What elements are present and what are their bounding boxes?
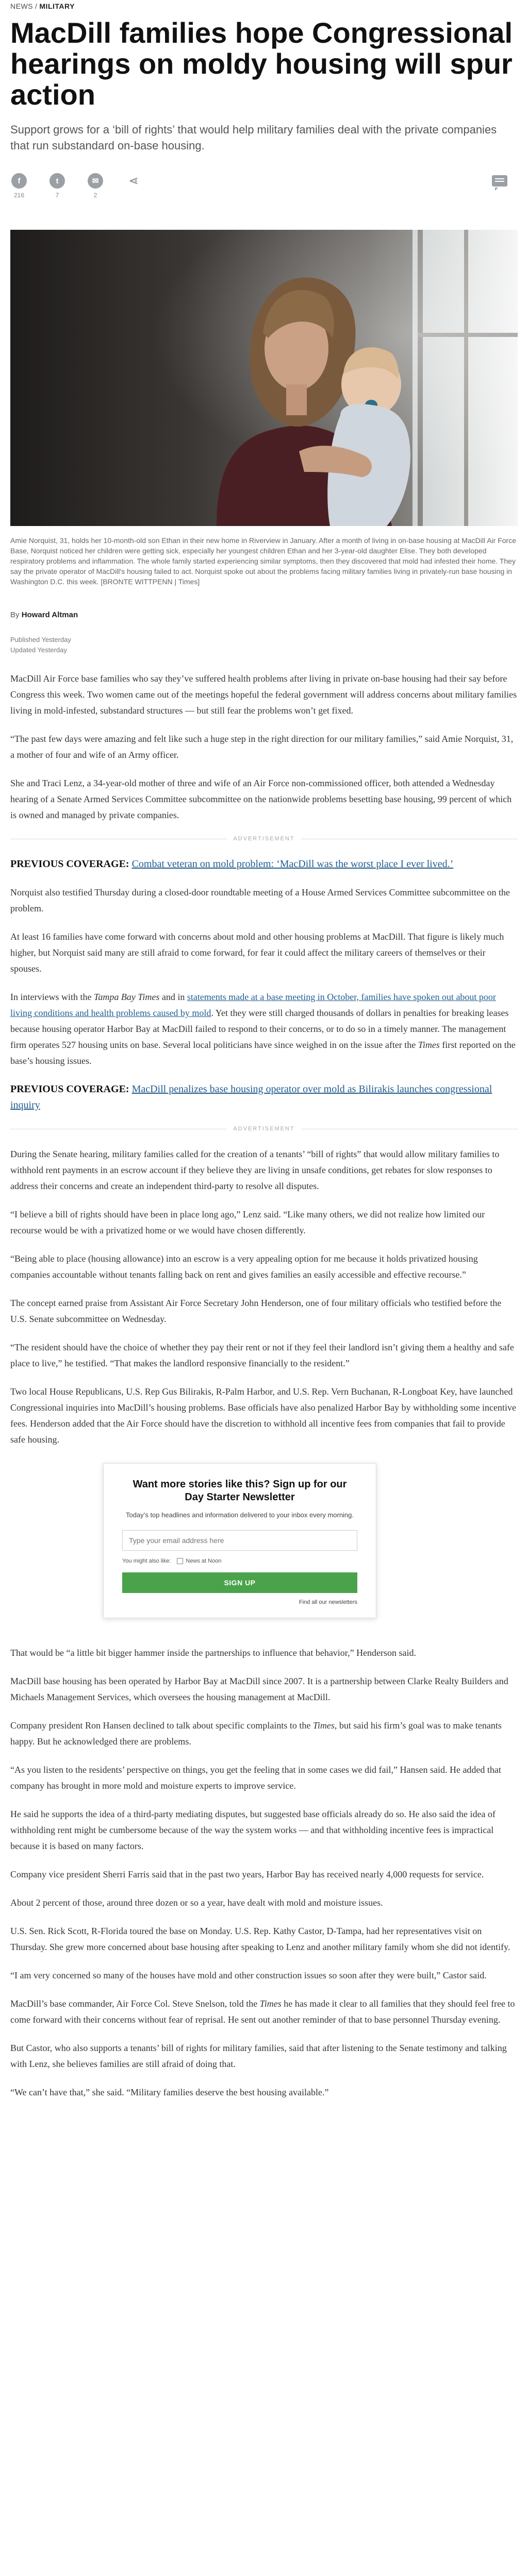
paragraph: Two local House Republicans, U.S. Rep Gus Bilirakis, R-Palm Harbor, and U.S. Rep. Vern Buchanan, R-Longboat Key, have launched Congressional inquiries into MacDill’s housing problems. Base officials have also penalized Harbor Bay by withholding some incentive fees. Henderson added that the Air Force should have the discretion to withhold all incentive fees from companies that fail to provide safe housing. [10, 1386, 516, 1445]
paragraph: U.S. Sen. Rick Scott, R-Florida toured the base on Monday. U.S. Rep. Kathy Castor, D-Tampa, had her representatives visit on Thursday. She grew more concerned about base housing after speaking to Lenz and another military family whom she did not identify. [10, 1926, 510, 1953]
updated-date: Updated Yesterday [10, 646, 67, 654]
byline [10, 611, 518, 619]
email-share-count: 2 [93, 192, 97, 199]
previous-coverage [10, 856, 518, 872]
paragraph: The concept earned praise from Assistant Air Force Secretary John Henderson, one of four military officials who testified before the U.S. Senate subcommittee on Wednesday. [10, 1298, 502, 1324]
share-bar [10, 173, 518, 199]
paragraph: But Castor, who also supports a tenants’ bill of rights for military families, said that after listening to the Senate testimony and talking with Lenz, she believes families are still afraid of doing that. [10, 2043, 507, 2070]
paragraph: “The resident should have the choice of whether they pay their rent or not if they feel their landlord isn’t giving them a healthy and safe place to live,” he testified. “That makes the landlord responsive financially to the resident.” [10, 1342, 514, 1368]
publication-name: Times [418, 1040, 440, 1050]
byline-prefix: By [10, 611, 20, 619]
checkbox-icon [177, 1558, 183, 1564]
previous-coverage-label: PREVIOUS COVERAGE: [10, 1083, 129, 1095]
paragraph: MacDill base housing has been operated by Harbor Bay at MacDill since 2007. It is a partnership between Clarke Realty Builders and Michaels Management Services, which oversees the housing management at MacDill. [10, 1676, 508, 1703]
previous-coverage-link[interactable]: MacDill penalizes base housing operator over mold as Bilirakis launches congressional inquiry [10, 1083, 492, 1111]
newsletter-also-like [122, 1558, 357, 1564]
more-share-button[interactable] [125, 173, 142, 199]
facebook-icon: f [11, 173, 27, 189]
twitter-icon: t [50, 173, 65, 189]
also-like-checkbox[interactable]: News at Noon [177, 1558, 221, 1564]
headline: MacDill families hope Congressional hearings on moldy housing will spur action [10, 16, 513, 111]
breadcrumb-separator: / [35, 2, 38, 10]
email-icon: ✉ [88, 173, 103, 189]
paragraph: In interviews with the Tampa Bay Times and in statements made at a base meeting in October, families have spoken out about poor living conditions and health problems caused by mold. Yet they were still charged thousands of dollars in penalties for breaking leases because housing operator Harbor Bay at MacDill failed to respond to their concerns, or to do so in a timely manner. The management firm operates 527 housing units on base. Several local politicians have since weighed in on the issue after the Times first reported on the base’s housing issues. [10, 992, 516, 1066]
paragraph: “As you listen to the residents’ perspective on things, you get the feeling that in some cases we did fail,” Hansen said. He added that company has brought in more mold and moisture experts to improve service. [10, 1765, 501, 1791]
paragraph: “I am very concerned so many of the houses have mold and other construction issues so soon after they were built,” Castor said. [10, 1970, 487, 1981]
paragraph: Norquist also testified Thursday during a closed-door roundtable meeting of a House Armed Services Committee subcommittee on the problem. [10, 887, 510, 913]
paragraph: “Being able to place (housing allowance) into an escrow is a very appealing option for me because it holds privatized housing companies accountable without tenants falling back on rent and gives families an easily accessible and effective recourse.” [10, 1253, 478, 1280]
newsletter-signup-button[interactable]: SIGN UP [122, 1572, 357, 1593]
email-share-button[interactable] [87, 173, 104, 199]
share-icon: ⋖ [128, 174, 139, 187]
comment-icon [492, 175, 507, 187]
newsletter-description: Today’s top headlines and information delivered to your inbox every morning. [125, 1511, 354, 1519]
published-date: Published Yesterday [10, 636, 71, 643]
paragraph: “I believe a bill of rights should have been in place long ago,” Lenz said. “Like many others, we did not realize how limited our recourse would be with a privatized home or we would have chosen differently. [10, 1209, 485, 1235]
breadcrumb [10, 2, 518, 10]
previous-coverage [10, 1081, 518, 1113]
also-like-label: You might also like: [122, 1558, 171, 1565]
article-dates [10, 635, 518, 655]
breadcrumb-section[interactable]: NEWS [10, 2, 33, 10]
breadcrumb-category[interactable]: MILITARY [39, 2, 75, 10]
newsletter-email-input[interactable] [122, 1530, 357, 1551]
byline-author[interactable]: Howard Altman [21, 611, 78, 619]
statements-link[interactable]: statements made at a base meeting in October, families have spoken out about poor living conditions and health problems caused by mold [10, 992, 496, 1018]
paragraph: “The past few days were amazing and felt like such a huge step in the right direction for our military families,” said Amie Norquist, 31, a mother of four and wife of an Army officer. [10, 734, 514, 760]
paragraph: Company president Ron Hansen declined to talk about specific complaints to the Times, but said his firm’s goal was to make tenants happy. But he acknowledged there are problems. [10, 1720, 502, 1747]
newsletter-title: Want more stories like this? Sign up for our Day Starter Newsletter [133, 1479, 347, 1503]
lead-photo-image [10, 230, 518, 526]
article-body [10, 671, 518, 2100]
facebook-share-button[interactable] [10, 173, 28, 199]
comments-button[interactable] [492, 175, 507, 189]
paragraph: MacDill’s base commander, Air Force Col. Steve Snelson, told the Times he has made it clear to all families that they should feel free to come forward with their concerns without fear of reprisal. He sent out another reminder of that to base personnel Thursday evening. [10, 1998, 515, 2025]
advertisement-label: ADVERTISEMENT [10, 836, 518, 842]
photo-caption: Amie Norquist, 31, holds her 10-month-old son Ethan in their new home in Riverview in January. After a month of living in on-base housing at MacDill Air Force Base, Norquist noticed her children were getting sick, especially her youngest children Ethan and her 3-year-old daughter Elise. They both developed respiratory problems and inflammation. The whole family started experiencing similar symptoms, then they discovered that mold had infested their home. They say the private operator of MacDill's housing failed to act. Norquist spoke out about the problems facing military families living in privately-run base housing in Washington D.C. this week. [BRONTE WITTPENN | Times] [10, 536, 516, 586]
previous-coverage-label: PREVIOUS COVERAGE: [10, 858, 129, 870]
paragraph: MacDill Air Force base families who say they’ve suffered health problems after living in private on-base housing had their say before Congress this week. Two women came out of the meetings hopeful the federal government will address concerns about military families living in mold-infested, substandard structures — but still fear the problems won’t get fixed. [10, 673, 517, 716]
twitter-share-button[interactable] [48, 173, 66, 199]
paragraph: About 2 percent of those, around three dozen or so a year, have dealt with mold and moisture issues. [10, 1897, 383, 1908]
facebook-share-count: 216 [13, 192, 25, 199]
twitter-share-count: 7 [55, 192, 59, 199]
paragraph: “We can’t have that,” she said. “Military families deserve the best housing available.” [10, 2087, 329, 2098]
paragraph: That would be “a little bit bigger hammer inside the partnerships to influence that behavior,” Henderson said. [10, 1648, 417, 1658]
paragraph: Company vice president Sherri Farris said that in the past two years, Harbor Bay has received nearly 4,000 requests for service. [10, 1869, 484, 1880]
advertisement-label: ADVERTISEMENT [10, 1126, 518, 1132]
paragraph: She and Traci Lenz, a 34-year-old mother of three and wife of an Air Force non-commissioned officer, both attended a Wednesday hearing of a Senate Armed Services Committee subcommittee on the nationwide problems besetting base housing, 99 percent of which is owned and managed by private companies. [10, 778, 512, 820]
subheadline: Support grows for a ‘bill of rights’ that would help military families deal with the private companies that run substandard on-base housing. [10, 123, 497, 152]
publication-name: Times [312, 1720, 335, 1731]
publication-name: Tampa Bay Times [93, 992, 160, 1002]
paragraph: He said he supports the idea of a third-party mediating disputes, but suggested base officials already do so. He also said the idea of withholding rent might be cumbersome because of the way the system works — and that withholding incentive fees is impractical because it is based on many factors. [10, 1809, 496, 1852]
newsletter-signup [103, 1463, 376, 1618]
previous-coverage-link[interactable]: Combat veteran on mold problem: ‘MacDill was the worst place I ever lived.’ [131, 858, 454, 870]
lead-photo[interactable] [10, 230, 518, 526]
paragraph: During the Senate hearing, military families called for the creation of a tenants’ “bill of rights” that would allow military families to withhold rent payments in an escrow account if they believe they are living in unsafe conditions, get rebates for slow responses to address their concerns and create an independent third-party to resolve all disputes. [10, 1149, 500, 1191]
publication-name: Times [259, 1998, 282, 2009]
paragraph: At least 16 families have come forward with concerns about mold and other housing problems at MacDill. That figure is likely much higher, but Norquist said many are still afraid to come forward, for fear it could affect the military careers of themselves or their spouses. [10, 931, 504, 974]
find-all-newsletters-link[interactable]: Find all our newsletters [299, 1599, 357, 1606]
